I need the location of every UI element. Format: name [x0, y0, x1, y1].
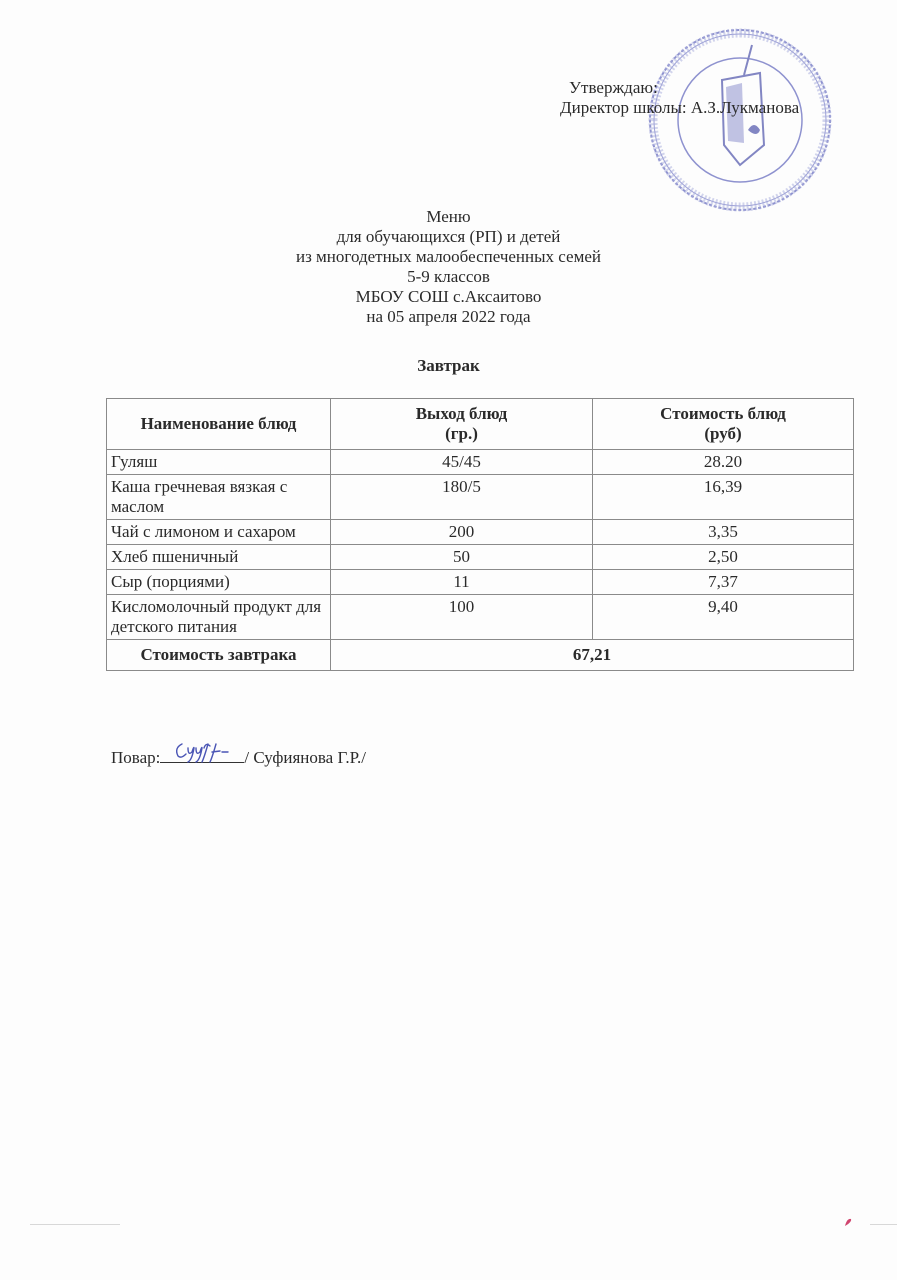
dish-output: 200 [331, 520, 593, 545]
dish-cost: 3,35 [593, 520, 854, 545]
dish-output: 11 [331, 570, 593, 595]
column-header-dish-name [107, 399, 331, 450]
title-line: Меню [426, 207, 471, 226]
column-header-output [331, 399, 593, 450]
column-header-text: Наименование блюд [140, 414, 297, 433]
dish-cost: 9,40 [593, 595, 854, 640]
dish-name: Каша гречневая вязкая с маслом [107, 475, 331, 520]
dish-name: Сыр (порциями) [107, 570, 331, 595]
director-signature-line: Директор школы: А.З.Лукманова [560, 98, 800, 117]
title-line: 5-9 классов [407, 267, 490, 286]
column-header-text: Выход блюд [415, 404, 508, 423]
dish-name: Кисломолочный продукт для детского питания [107, 595, 331, 640]
approval-block [560, 78, 799, 118]
title-line: МБОУ СОШ с.Аксаитово [355, 287, 542, 306]
dish-output: 45/45 [331, 450, 593, 475]
dish-name: Гуляш [107, 450, 331, 475]
approval-label: Утверждаю: [569, 78, 658, 97]
cook-label: Повар: [111, 748, 161, 767]
scan-artifact-line [870, 1224, 897, 1225]
table-row [107, 450, 854, 475]
total-value: 67,21 [331, 640, 854, 671]
cook-signature-block [111, 746, 366, 768]
dish-output: 50 [331, 545, 593, 570]
title-line: для обучающихся (РП) и детей [336, 227, 561, 246]
school-seal-stamp-icon [640, 25, 840, 215]
dish-name: Чай с лимоном и сахаром [107, 520, 331, 545]
dish-output: 100 [331, 595, 593, 640]
total-row [107, 640, 854, 671]
dish-output: 180/5 [331, 475, 593, 520]
table-row [107, 475, 854, 520]
section-title: Завтрак [417, 356, 480, 375]
scan-artifact-line [30, 1224, 120, 1225]
dish-name: Хлеб пшеничный [107, 545, 331, 570]
table-row [107, 570, 854, 595]
table-row [107, 545, 854, 570]
column-header-unit: (гр.) [445, 424, 478, 443]
dish-cost: 7,37 [593, 570, 854, 595]
menu-table [106, 398, 854, 671]
pen-mark-icon [842, 1215, 856, 1234]
title-line: из многодетных малообеспеченных семей [295, 247, 601, 266]
dish-cost: 28.20 [593, 450, 854, 475]
handwritten-signature-icon [172, 738, 234, 766]
dish-cost: 2,50 [593, 545, 854, 570]
total-label: Стоимость завтрака [107, 640, 331, 671]
column-header-text: Стоимость блюд [660, 404, 786, 423]
document-title [0, 207, 897, 327]
column-header-unit: (руб) [704, 424, 742, 443]
table-row [107, 520, 854, 545]
signature-line [160, 746, 244, 763]
column-header-cost [593, 399, 854, 450]
table-header-row [107, 399, 854, 450]
table-row [107, 595, 854, 640]
cook-name: / Суфиянова Г.Р./ [244, 748, 366, 767]
dish-cost: 16,39 [593, 475, 854, 520]
title-line: на 05 апреля 2022 года [366, 307, 531, 326]
